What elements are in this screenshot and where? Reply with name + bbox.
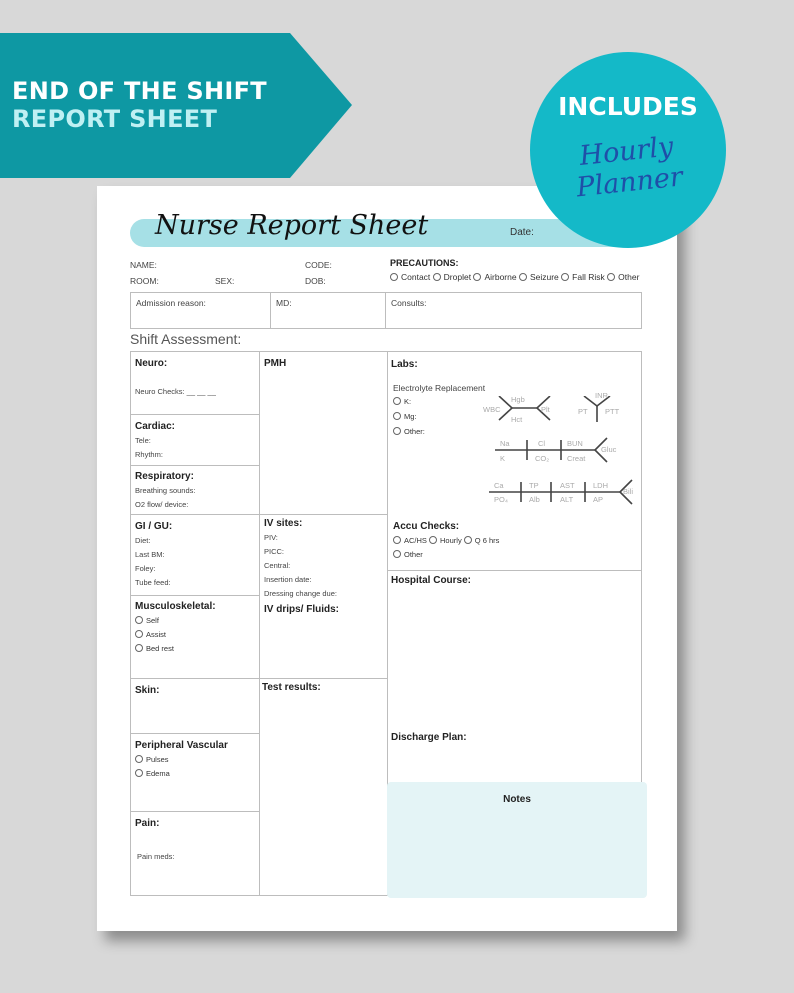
sex-label: SEX:: [215, 276, 235, 286]
musculo-assist[interactable]: Assist: [135, 630, 166, 639]
labs-label: Labs:: [391, 359, 418, 370]
gi-gu-label: GI / GU:: [135, 521, 173, 532]
peripheral-vascular-label: Peripheral Vascular: [135, 740, 228, 751]
room-label: ROOM:: [130, 276, 159, 286]
last-bm-label: Last BM:: [135, 550, 165, 559]
pv-pulses[interactable]: Pulses: [135, 755, 169, 764]
pain-label: Pain:: [135, 818, 160, 829]
includes-badge: [530, 52, 726, 248]
breathing-sounds-label: Breathing sounds:: [135, 486, 196, 495]
accu-q6[interactable]: Q 6 hrs: [464, 536, 500, 545]
precaution-fall-risk[interactable]: Fall Risk: [561, 272, 605, 282]
info-box: [130, 292, 642, 329]
pain-meds-label: Pain meds:: [137, 852, 175, 861]
precautions-options: [390, 272, 639, 282]
badge-title: INCLUDES: [558, 92, 698, 121]
respiratory-label: Respiratory:: [135, 471, 194, 482]
iv-drips-label: IV drips/ Fluids:: [264, 604, 340, 615]
code-label: CODE:: [305, 260, 332, 270]
precaution-contact[interactable]: Contact: [390, 272, 430, 282]
electrolyte-label: Electrolyte Replacement: [393, 383, 486, 393]
diet-label: Diet:: [135, 536, 151, 545]
lab-tp: TP: [529, 481, 539, 490]
insertion-date-label: Insertion date:: [264, 575, 312, 584]
pmh-label: PMH: [264, 358, 287, 369]
pv-edema[interactable]: Edema: [135, 769, 170, 778]
piv-label: PIV:: [264, 533, 278, 542]
lab-alt: ALT: [560, 495, 574, 504]
musculo-self[interactable]: Self: [135, 616, 159, 625]
lab-plt: Plt: [541, 405, 550, 414]
precaution-airborne[interactable]: Airborne: [473, 272, 516, 282]
cardiac-label: Cardiac:: [135, 421, 176, 432]
accu-other[interactable]: Other: [393, 550, 423, 559]
precaution-droplet[interactable]: Droplet: [433, 272, 471, 282]
tube-feed-label: Tube feed:: [135, 578, 171, 587]
lab-ca: Ca: [494, 481, 504, 490]
accu-ac-hs[interactable]: AC/HS: [393, 536, 427, 545]
skin-label: Skin:: [135, 685, 160, 696]
test-results-label: Test results:: [262, 682, 321, 693]
lab-creat: Creat: [567, 454, 586, 463]
dressing-change-label: Dressing change due:: [264, 589, 337, 598]
lab-hct: Hct: [511, 415, 523, 424]
precautions-label: PRECAUTIONS:: [390, 258, 459, 268]
foley-label: Foley:: [135, 564, 156, 573]
lab-k: K: [500, 454, 506, 463]
lab-ast: AST: [560, 481, 575, 490]
tele-label: Tele:: [135, 436, 151, 445]
electrolyte-k[interactable]: K:: [393, 397, 411, 406]
lab-values-labels: [483, 391, 645, 522]
lab-cl: Cl: [538, 439, 546, 448]
lab-po4: PO₄: [494, 495, 508, 504]
lab-bili: Bili: [623, 487, 634, 496]
name-label: NAME:: [130, 260, 157, 270]
lab-ap: AP: [593, 495, 604, 504]
accu-options: [393, 536, 499, 545]
banner-title-line2: REPORT SHEET: [12, 105, 218, 133]
neuro-label: Neuro:: [135, 358, 168, 369]
shift-assessment-heading: Shift Assessment:: [130, 331, 242, 347]
consults-label: Consults:: [391, 298, 427, 308]
accu-checks-label: Accu Checks:: [393, 521, 460, 532]
lab-na: Na: [500, 439, 510, 448]
hospital-course-label: Hospital Course:: [391, 575, 472, 586]
badge-script-text: Hourly Planner: [574, 131, 685, 204]
electrolyte-mg[interactable]: Mg:: [393, 412, 417, 421]
picc-label: PICC:: [264, 547, 285, 556]
discharge-plan-label: Discharge Plan:: [391, 732, 467, 743]
report-sheet: [97, 186, 677, 931]
dob-label: DOB:: [305, 276, 326, 286]
date-label: Date:: [510, 227, 534, 238]
md-label: MD:: [276, 298, 292, 308]
precaution-other[interactable]: Other: [607, 272, 639, 282]
banner-title-line1: END OF THE SHIFT: [12, 77, 267, 105]
o2-flow-label: O2 flow/ device:: [135, 500, 189, 509]
admission-reason-label: Admission reason:: [136, 298, 206, 308]
precaution-seizure[interactable]: Seizure: [519, 272, 559, 282]
iv-sites-label: IV sites:: [264, 518, 303, 529]
lab-bun: BUN: [567, 439, 583, 448]
notes-label: Notes: [503, 794, 531, 805]
lab-ptt: PTT: [605, 407, 620, 416]
central-label: Central:: [264, 561, 291, 570]
lab-glucose: Gluc: [601, 445, 617, 454]
accu-hourly[interactable]: Hourly: [429, 536, 462, 545]
lab-ldh: LDH: [593, 481, 609, 490]
neuro-checks-label: Neuro Checks: __ __ __: [135, 387, 216, 396]
notes-box[interactable]: [387, 782, 647, 898]
musculoskeletal-label: Musculoskeletal:: [135, 601, 216, 612]
electrolyte-other[interactable]: Other:: [393, 427, 425, 436]
promo-banner: [0, 33, 352, 178]
lab-wbc: WBC: [483, 405, 501, 414]
sheet-title: Nurse Report Sheet: [155, 210, 429, 241]
musculo-bed-rest[interactable]: Bed rest: [135, 644, 174, 653]
lab-alb: Alb: [529, 495, 540, 504]
lab-inr: INR: [595, 391, 608, 400]
rhythm-label: Rhythm:: [135, 450, 163, 459]
lab-pt: PT: [578, 407, 588, 416]
lab-hgb: Hgb: [511, 395, 525, 404]
lab-co2: CO₂: [535, 454, 550, 463]
